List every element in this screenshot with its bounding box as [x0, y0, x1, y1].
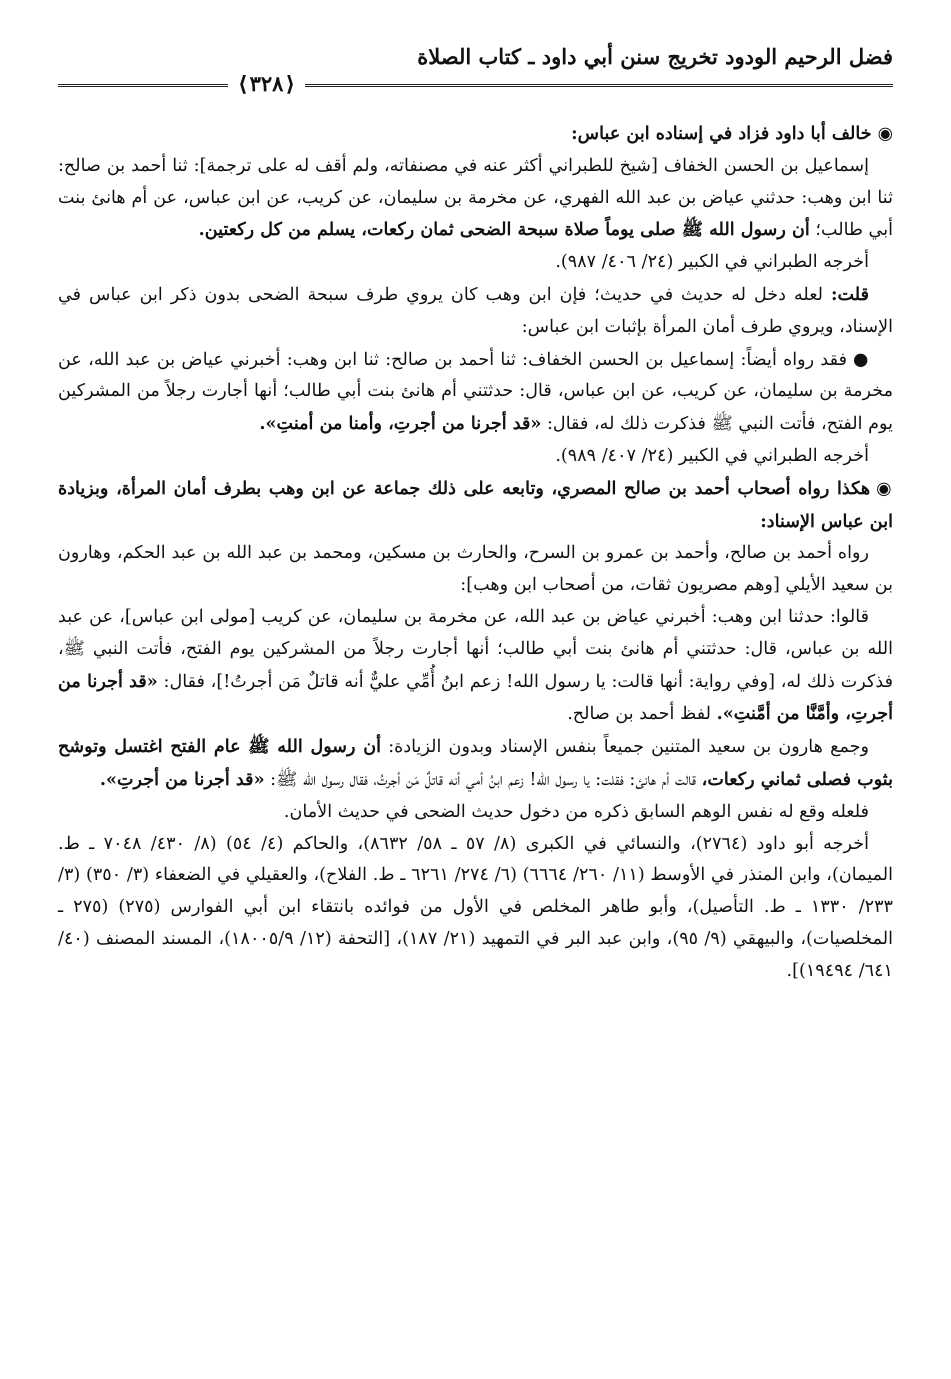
paragraph-3: أخرجه الطبراني في الكبير (٢٤/ ٤٠٦/ ٩٨٧).: [555, 252, 869, 273]
running-title: فضل الرحيم الودود تخريج سنن أبي داود ـ كتاب الصلاة: [417, 44, 893, 69]
running-head: [58, 38, 893, 96]
page-number: ⟨ ٣٢٨ ⟩: [228, 70, 305, 98]
circle-marker: ◉: [877, 123, 893, 144]
paragraph-6: أخرجه الطبراني في الكبير (٢٤/ ٤٠٧/ ٩٨٩).: [555, 445, 869, 466]
paragraph-12: أخرجه أبو داود (٢٧٦٤)، والنسائي في الكبرى (٨/ ٥٧ ـ ٥٨/ ٨٦٣٢)، والحاكم (٤/ ٥٤) (٨/ ٤٣٠/ ٧٠٤٨ ـ ط. الميمان)، وابن المنذر في الأوسط (١١/ ٢٦٠/ ٦٦٦٤) (٦/ ٢٧٤/ ٦٢٦١ ـ ط. الفلاح)، والعقيلي في الضعفاء (٣/ ٣٥٠) (٣/ ٢٣٣/ ١٣٣٠ ـ ط. التأصيل)، وأبو طاهر المخلص في الأول من فوائده بانتقاء ابن أبي الفوارس (٢٧٥) (٢٧٥ ـ المخلصيات)، والبيهقي (٩/ ٩٥)، وابن عبد البر في التمهيد (٢١/ ١٨٧)، [التحفة (١٢/ ١٨٠٠٥/٩)، المسند المصنف (٤٠/ ٦٤١/ ١٩٤٩٤)].: [58, 833, 894, 981]
paragraph-10: وجمع هارون بن سعيد المتنين جميعاً بنفس الإسناد وبدون الزيادة: أن رسول الله ﷺ عام الفتح اغتسل وتوشح بثوب فصلى ثماني ركعات، قالت أم هانئ: فقلت: يا رسول الله! زعم ابنُ أمي أنه قاتلٌ مَن أجرتُ، فقال رسول الله ﷺ: «قد أجرنا من أجرتِ».: [58, 736, 893, 790]
paragraph-9: قالوا: حدثنا ابن وهب: أخبرني عياض بن عبد الله، عن مخرمة بن سليمان، عن كريب [مولى ابن عباس]، عن عبد الله بن عباس، قال: حدثتني أم هانئ بنت أبي طالب؛ أنها أجارت رجلاً من المشركين يوم الفتح، فأتت النبي ﷺ، فذكرت ذلك له، [وفي رواية: أنها قالت: يا رسول الله! زعم ابنُ أُمِّي عليٌّ أنه قاتلٌ مَن أجرتُ!]، فقال: «قد أجرنا من أجرتِ، وأمَّنَّا من أمَّنتِ». لفظ أحمد بن صالح.: [58, 606, 894, 725]
header-rule: [58, 84, 893, 87]
paragraph-2: إسماعيل بن الحسن الخفاف [شيخ للطبراني أكثر عنه في مصنفاته، ولم أقف له على ترجمة]: ثنا أحمد بن صالح: ثنا ابن وهب: حدثني عياض بن عبد الله الفهري، عن مخرمة بن سليمان، عن كريب، عن ابن عباس، عن أم هانئ بنت أبي طالب؛ أن رسول الله ﷺ صلى يوماً صلاة سبحة الضحى ثمان ركعات، يسلم من كل ركعتين.: [58, 155, 893, 241]
page: [58, 38, 893, 1348]
bullet-marker: ●: [852, 348, 869, 370]
paragraph-7: ◉هكذا رواه أصحاب أحمد بن صالح المصري، وتابعه على ذلك جماعة عن ابن وهب بطرف أمان المرأة، وبزيادة ابن عباس الإسناد:: [58, 477, 893, 532]
circle-marker: ◉: [876, 477, 893, 499]
paragraph-5: ●فقد رواه أيضاً: إسماعيل بن الحسن الخفاف: ثنا أحمد بن صالح: ثنا ابن وهب: أخبرني عياض بن عبد الله، عن مخرمة بن سليمان، عن كريب، عن ابن عباس، قال: حدثتني أم هانئ بنت أبي طالب؛ أنها أجارت رجلاً من المشركين يوم الفتح، فأتت النبي ﷺ فذكرت ذلك له، فقال: «قد أجرنا من أجرتِ، وأمنا من أمنتِ».: [58, 348, 893, 435]
paragraph-11: فلعله وقع له نفس الوهم السابق ذكره من دخول حديث الضحى في حديث الأمان.: [283, 801, 869, 822]
body-text: [58, 118, 893, 988]
paragraph-1: ◉خالف أبا داود فزاد في إسناده ابن عباس:: [571, 123, 893, 144]
paragraph-8: رواه أحمد بن صالح، وأحمد بن عمرو بن السرح، والحارث بن مسكين، ومحمد بن عبد الله بن عبد الحكم، وهارون بن سعيد الأيلي [وهم مصريون ثقات، من أصحاب ابن وهب]:: [58, 543, 893, 596]
paragraph-4: قلت: لعله دخل له حديث في حديث؛ فإن ابن وهب كان يروي طرف سبحة الضحى بدون ذكر ابن عباس في الإسناد، ويروي طرف أمان المرأة بإثبات ابن عباس:: [58, 283, 893, 337]
